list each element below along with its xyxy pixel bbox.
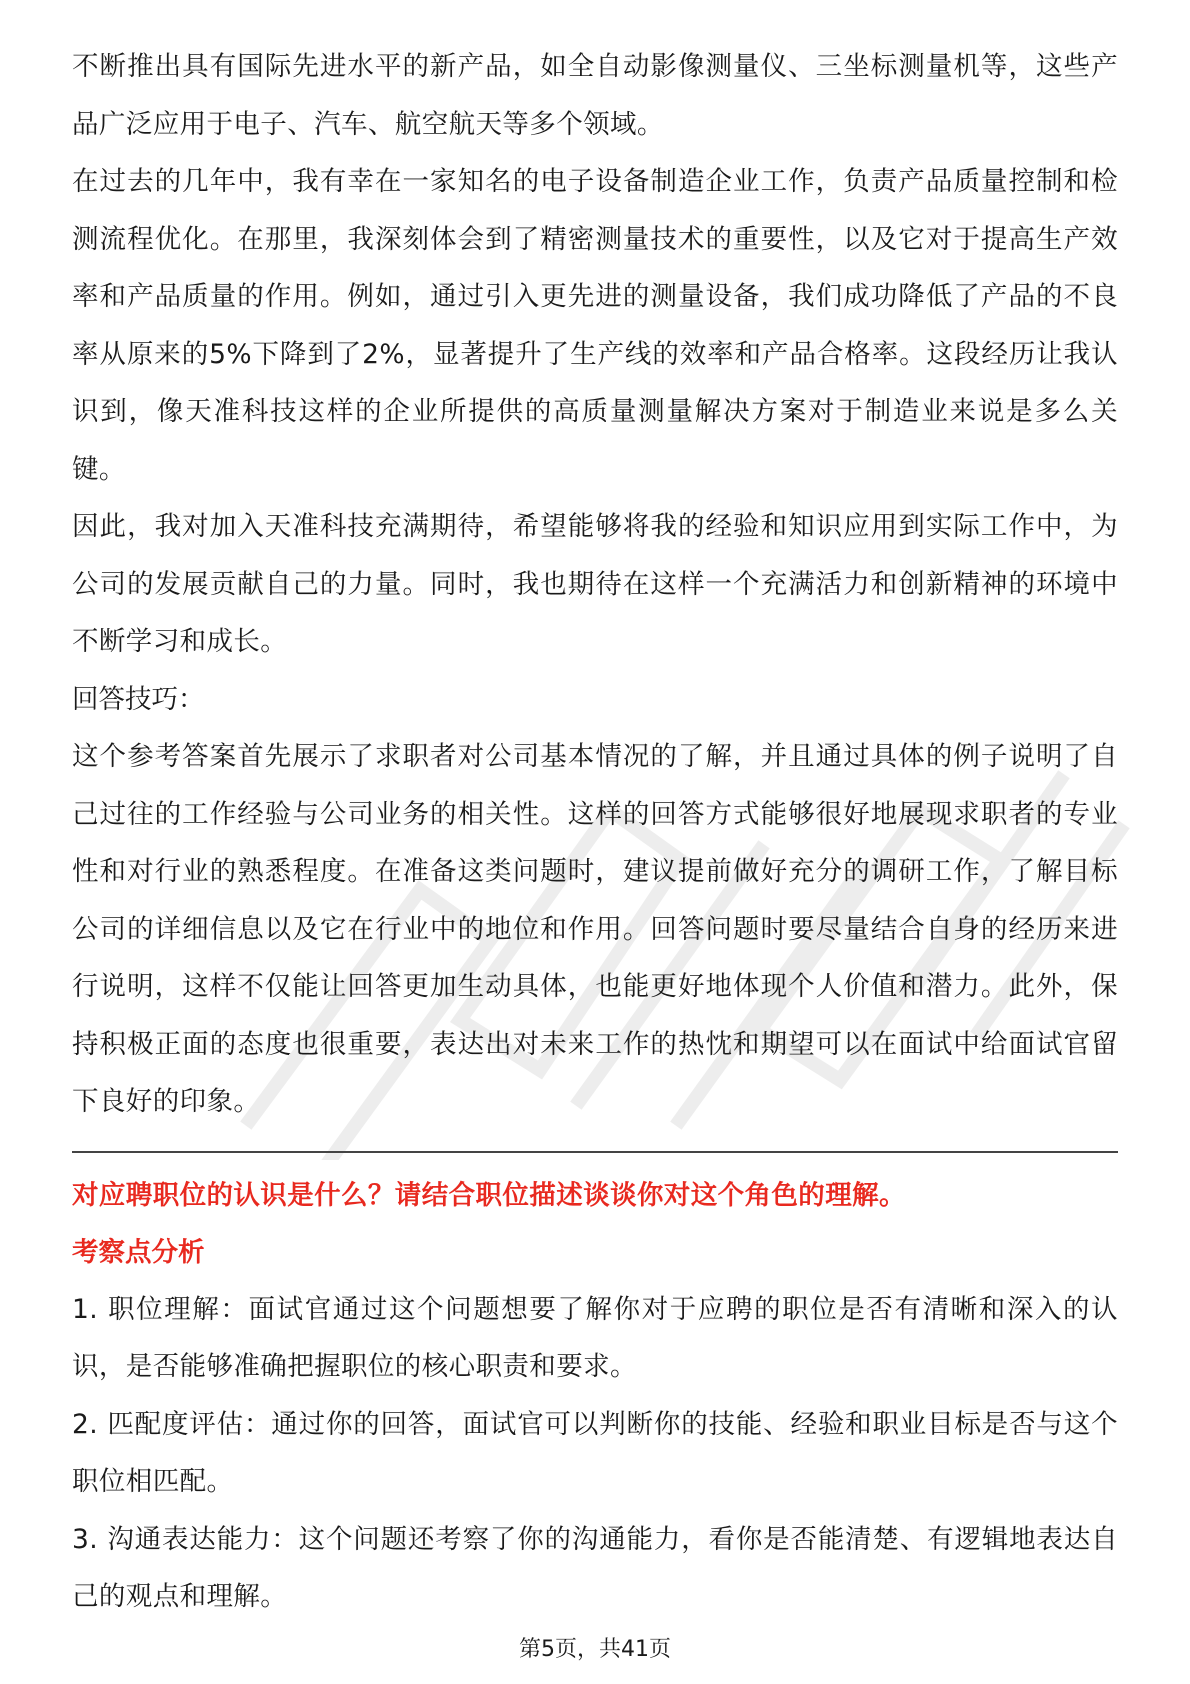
analysis-heading: 考察点分析 [72, 1236, 205, 1268]
interview-question: 对应聘职位的认识是什么？请结合职位描述谈谈你对这个角色的理解。 [72, 1179, 906, 1211]
body-paragraph: 因此，我对加入天准科技充满期待，希望能够将我的经验和知识应用到实际工作中，为公司的发展贡献自己的力量。同时，我也期待在这样一个充满活力和创新精神的环境中不断学习和成长。 [72, 511, 1118, 657]
analysis-point: 3. 沟通表达能力：这个问题还考察了你的沟通能力，看你是否能清楚、有逻辑地表达自己的观点和理解。 [72, 1523, 1118, 1612]
answer-tips-paragraph: 这个参考答案首先展示了求职者对公司基本情况的了解，并且通过具体的例子说明了自己过往的工作经验与公司业务的相关性。这样的回答方式能够很好地展现求职者的专业性和对行业的熟悉程度。在准备这类问题时，建议提前做好充分的调研工作，了解目标公司的详细信息以及它在行业中的地位和作用。回答问题时要尽量结合自身的经历来进行说明，这样不仅能让回答更加生动具体，也能更好地体现个人价值和潜力。此外，保持积极正面的态度也很重要，表达出对未来工作的热忱和期望可以在面试中给面试官留下良好的印象。 [72, 741, 1118, 1117]
page-number: 第5页，共41页 [519, 1637, 671, 1662]
analysis-point: 1. 职位理解：面试官通过这个问题想要了解你对于应聘的职位是否有清晰和深入的认识，是否能够准确把握职位的核心职责和要求。 [72, 1293, 1118, 1382]
document-page [72, 38, 1118, 1626]
section-divider [72, 1151, 1118, 1153]
body-paragraph: 不断推出具有国际先进水平的新产品，如全自动影像测量仪、三坐标测量机等，这些产品广泛应用于电子、汽车、航空航天等多个领域。 [72, 51, 1118, 140]
body-paragraph: 在过去的几年中，我有幸在一家知名的电子设备制造企业工作，负责产品质量控制和检测流程优化。在那里，我深刻体会到了精密测量技术的重要性，以及它对于提高生产效率和产品质量的作用。例如，通过引入更先进的测量设备，我们成功降低了产品的不良率从原来的5%下降到了2%，显著提升了生产线的效率和产品合格率。这段经历让我认识到，像天准科技这样的企业所提供的高质量测量解决方案对于制造业来说是多么关键。 [72, 166, 1118, 485]
analysis-point: 2. 匹配度评估：通过你的回答，面试官可以判断你的技能、经验和职业目标是否与这个职位相匹配。 [72, 1408, 1118, 1497]
answer-tips-label: 回答技巧： [72, 683, 205, 715]
